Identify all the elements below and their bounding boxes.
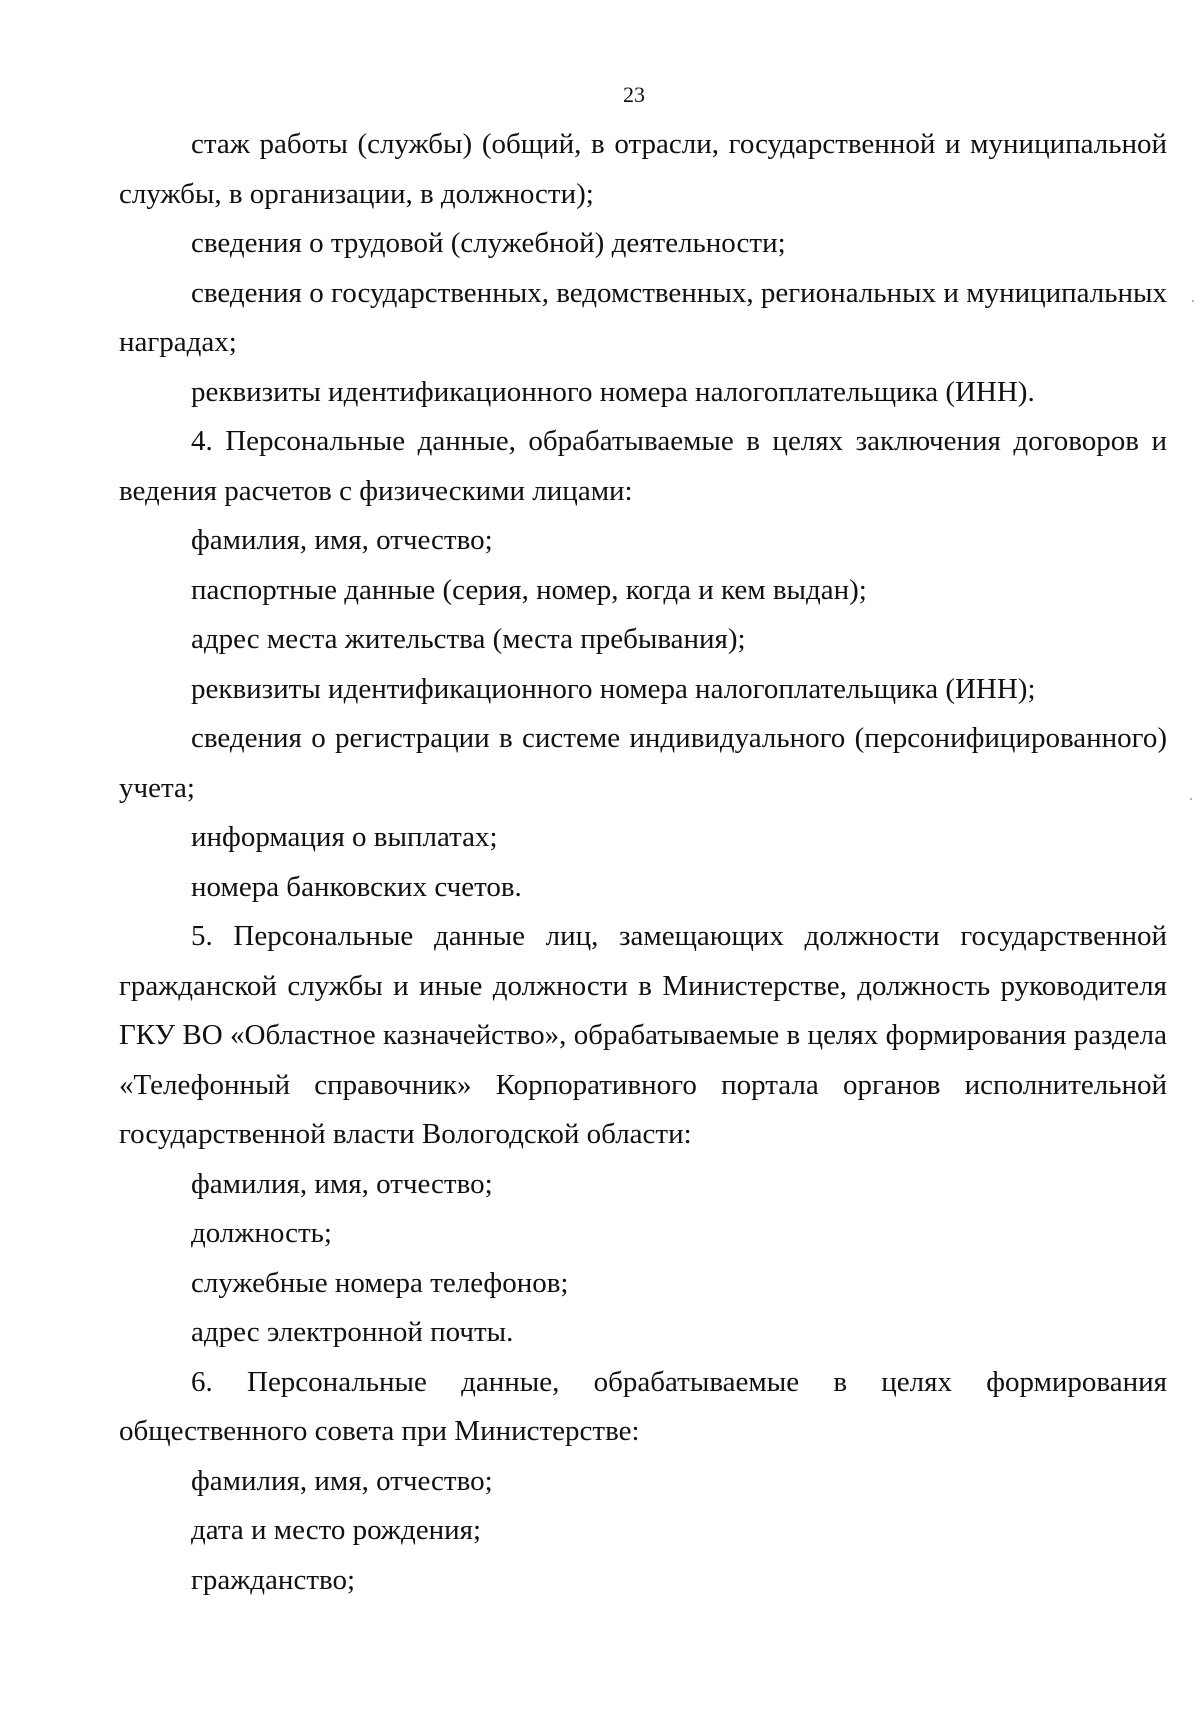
paragraph-birth: дата и место рождения; [191, 1514, 482, 1546]
scan-speck [1192, 300, 1194, 302]
paragraph-citizenship: гражданство; [191, 1563, 356, 1596]
paragraph-email: адрес электронной почты. [191, 1316, 514, 1348]
document-body [119, 120, 1167, 1605]
paragraph-bank-accounts: номера банковских счетов. [191, 870, 522, 903]
paragraph-section-4: 4. Персональные данные, обрабатываемые в целях заключения договоров и ведения расчетов с физическими лицами: [119, 425, 1167, 507]
paragraph-section-6: 6. Персональные данные, обрабатываемые в целях формирования общественного совета при Министерстве: [119, 1365, 1167, 1447]
paragraph-registration: сведения о регистрации в системе индивидуального (персонифицированного) учета; [119, 722, 1167, 804]
paragraph-full-name: фамилия, имя, отчество; [191, 1167, 493, 1200]
paragraph-section-5: 5. Персональные данные лиц, замещающих должности государственной гражданской службы и иные должности в Министерстве, должность руководителя ГКУ ВО «Областное казначейство», обрабатываемые в целях формирования раздела «Телефонный справочник» Корпоративного портала органов исполнительной государственной власти Вологодской области: [119, 920, 1167, 1150]
paragraph-work-activity: сведения о трудовой (служебной) деятельности; [191, 227, 786, 259]
paragraph-full-name: фамилия, имя, отчество; [191, 524, 493, 556]
scan-speck [1190, 798, 1192, 800]
paragraph-position: должность; [191, 1217, 332, 1249]
paragraph-inn: реквизиты идентификационного номера налогоплательщика (ИНН). [191, 375, 1035, 408]
paragraph-phone-numbers: служебные номера телефонов; [191, 1266, 569, 1299]
paragraph-work-experience: стаж работы (службы) (общий, в отрасли, государственной и муниципальной службы, в организации, в должности); [119, 128, 1167, 210]
paragraph-payments: информация о выплатах; [191, 821, 498, 853]
paragraph-awards: сведения о государственных, ведомственных, региональных и муниципальных наградах; [119, 276, 1167, 358]
paragraph-inn-details: реквизиты идентификационного номера налогоплательщика (ИНН); [191, 672, 1036, 705]
paragraph-full-name: фамилия, имя, отчество; [191, 1464, 493, 1497]
page-number: 23 [623, 82, 645, 107]
paragraph-passport: паспортные данные (серия, номер, когда и кем выдан); [191, 573, 867, 606]
paragraph-address: адрес места жительства (места пребывания); [191, 623, 746, 655]
